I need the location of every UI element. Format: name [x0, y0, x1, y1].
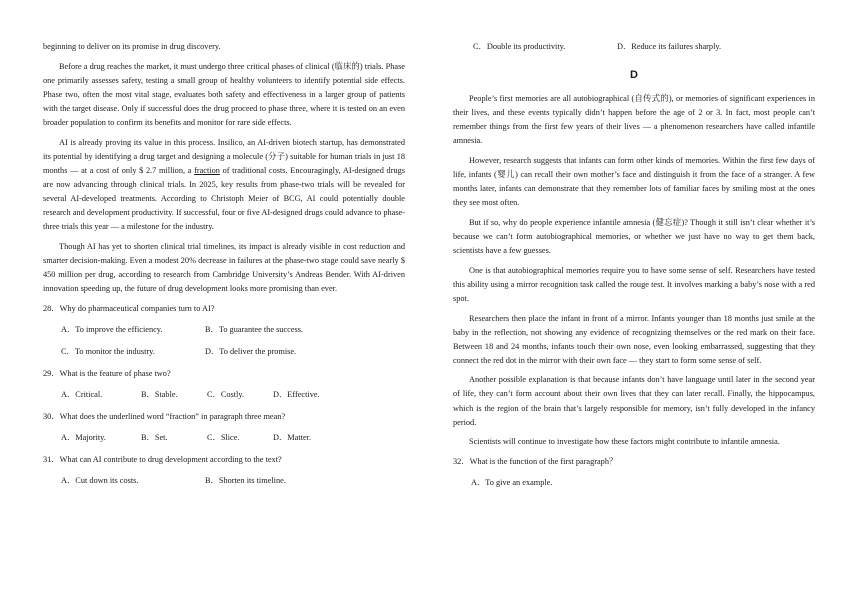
question-31-options-continued	[453, 40, 815, 54]
question-30-options	[43, 431, 405, 445]
question-28-options-row-2	[43, 345, 405, 359]
question-32: 32．What is the function of the first paragraph？	[453, 456, 618, 466]
paragraph-3-part-b: of traditional costs. Encouragingly, AI-designed drugs are now advancing through clinical trials. In 2025, key results from phase-two trials will be revealed for several AI-developed treatments. According to Christoph Meier of BCG, AI could potentially double research and development productivity. If successful, four or five AI-designed drugs could advance to phase-three trials this year — a milestone for the industry.	[43, 165, 405, 232]
passage-d-paragraph-2: However, research suggests that infants can form other kinds of memories. Within the first few days of life, infants (婴儿) can recall their own mother’s face and distinguish it from the face of a stranger. A few months later, infants can demonstrate that they remember lots of familiar faces by smiling most at the ones they see most often.	[453, 156, 815, 208]
question-29: 29．What is the feature of phase two?	[43, 368, 171, 378]
option-29-c[interactable]: C．Costly.	[207, 389, 245, 399]
option-32-a[interactable]: A．To give an example.	[471, 477, 553, 487]
option-30-b[interactable]: B．Set.	[141, 433, 168, 443]
question-30: 30．What does the underlined word “fraction” in paragraph three mean?	[43, 412, 286, 422]
option-31-d[interactable]: D．Reduce its failures sharply.	[617, 42, 722, 51]
option-29-a[interactable]: A．Critical.	[61, 389, 103, 399]
passage-d-paragraph-6: Another possible explanation is that because infants don’t have language until later in the second year of life, they can’t form account about their own lives that they can later recall. Finally, the hippocampus, which is the region of the brain that’s largely responsible for memory, isn’t fully developed in the infancy period.	[453, 375, 815, 427]
option-31-c[interactable]: C．Double its productivity.	[473, 42, 566, 51]
passage-c-continuation: beginning to deliver on its promise in drug discovery.	[43, 42, 221, 51]
option-31-b[interactable]: B．Shorten its timeline.	[205, 476, 286, 486]
option-29-d[interactable]: D．Effective.	[273, 389, 320, 399]
passage-d-paragraph-3: But if so, why do people experience infantile amnesia (健忘症)? Though it still isn’t clear whether it’s because we can’t form autobiographical memories, or whether we just have no way to get them back, scientists have a few guesses.	[453, 217, 815, 256]
passage-c-paragraph-4: Though AI has yet to shorten clinical trial timelines, its impact is already visible in cost reduction and smarter decision-making. Even a modest 20% decrease in failures at the phase-two stage could save nearly $ 450 million per drug, according to research from Cambridge University’s Andreas Bender. With AI-driven innovation speeding up, the future of drug development looks more promising than ever.	[43, 241, 405, 293]
option-29-b[interactable]: B．Stable.	[141, 389, 178, 399]
left-column	[43, 40, 405, 496]
option-28-a[interactable]: A．To improve the efficiency.	[61, 324, 163, 334]
question-31: 31．What can AI contribute to drug development according to the text?	[43, 455, 282, 465]
passage-d-paragraph-7: Scientists will continue to investigate how these factors might contribute to infantile amnesia.	[469, 437, 780, 447]
option-28-d[interactable]: D．To deliver the promise.	[205, 346, 297, 356]
right-column	[453, 40, 815, 498]
passage-d-paragraph-5: Researchers then place the infant in front of a mirror. Infants younger than 18 months just smile at the baby in the reflection, not showing any evidence of recognizing themselves or the red mark on their face. Between 18 and 24 months, infants touch their own nose, even looking embarrassed, suggesting that they connect the red dot in the mirror with their own face — they start to form some sense of self.	[453, 313, 815, 365]
question-28-options-row-1	[43, 323, 405, 337]
option-31-a[interactable]: A．Cut down its costs.	[61, 476, 139, 486]
option-30-d[interactable]: D．Matter.	[273, 433, 312, 443]
paragraph-3-part-a: AI is already proving its value in this process. Insilico, an AI-driven biotech startup, has demonstrated its potential by identifying a drug target and designing a molecule (分子) suitable for human trials in just 18 months — at a cost of only $ 2.7 million, a	[43, 137, 405, 175]
question-32-options	[453, 476, 815, 490]
question-28: 28．Why do pharmaceutical companies turn to AI?	[43, 303, 215, 313]
option-28-c[interactable]: C．To monitor the industry.	[61, 346, 155, 356]
option-28-b[interactable]: B．To guarantee the success.	[205, 324, 304, 334]
passage-d-paragraph-4: One is that autobiographical memories require you to have some sense of self. Researchers have tested this ability using a mirror recognition task called the rouge test. It involves marking a baby’s nose with a red spot.	[453, 265, 815, 303]
underlined-word-fraction: fraction	[194, 165, 220, 175]
section-heading-d: D	[630, 69, 638, 82]
question-29-options	[43, 388, 405, 402]
passage-d-paragraph-1: People’s first memories are all autobiographical (自传式的), or memories of significant experiences in their lives, and these events typically didn’t happen before the age of 2 or 3. In fact, most people can’t remember things from the first few years of their lives — a phenomenon researchers have called infantile amnesia.	[453, 94, 815, 146]
option-30-a[interactable]: A．Majority.	[61, 433, 106, 443]
option-30-c[interactable]: C．Slice.	[207, 433, 240, 443]
question-31-options	[43, 474, 405, 488]
passage-c-paragraph-3	[43, 136, 405, 235]
passage-c-paragraph-2: Before a drug reaches the market, it must undergo three critical phases of clinical (临床的) trials. Phase one primarily assesses safety, testing a small group of healthy volunteers to identify potential side effects. Phase two, often the most vital stage, evaluates both safety and effectiveness in a larger group of patients with the target disease. Only if successful does the drug proceed to phase three, where it is tested on an even broader population to confirm its benefits and monitor for rare side effects.	[43, 61, 405, 127]
